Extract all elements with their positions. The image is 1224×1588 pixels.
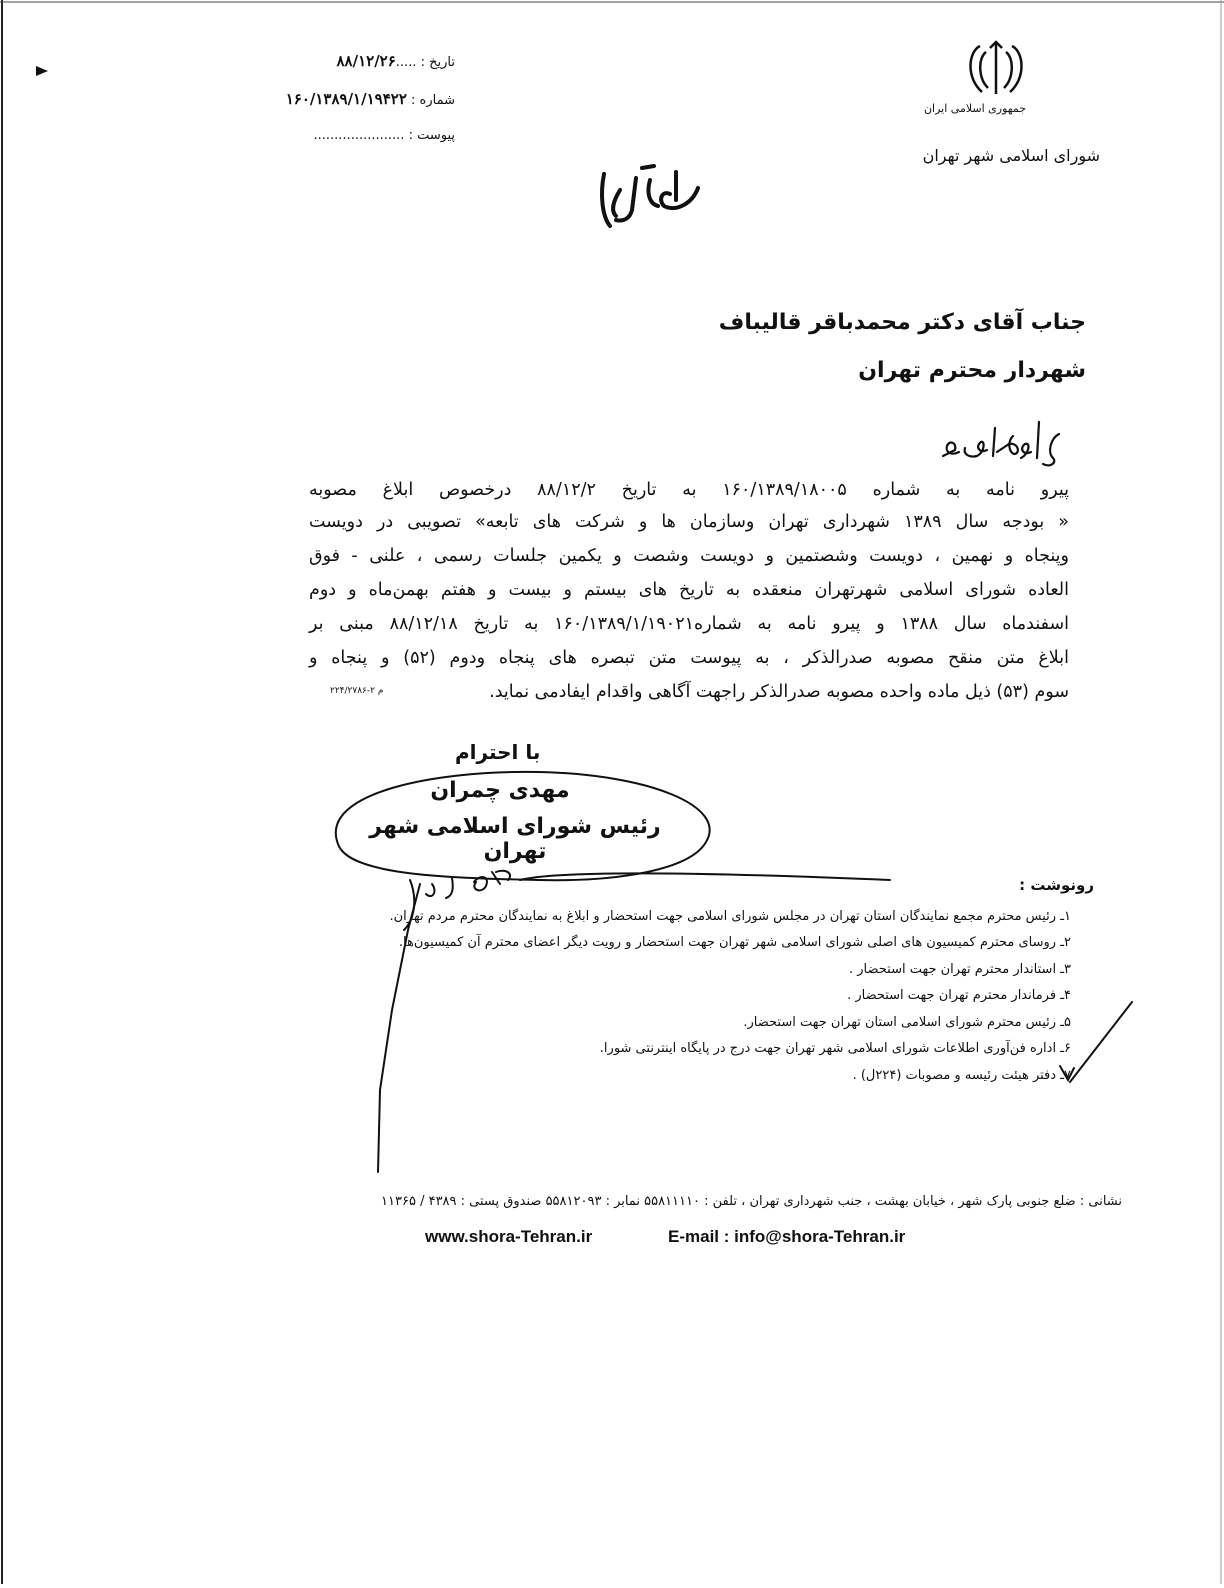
signatory-name: مهدی چمران: [430, 778, 570, 803]
website-link[interactable]: www.shora-Tehran.ir: [425, 1227, 593, 1246]
number-value: ۱۶۰/۱۳۸۹/۱/۱۹۴۲۲: [285, 90, 407, 108]
body-line-1: پیرو نامه به شماره ۱۶۰/۱۳۸۹/۱۸۰۰۵ به تاریخ ۸۸/۱۲/۲ درخصوص ابلاغ مصوبه: [309, 480, 1069, 500]
cc-item: ۵ـ رئیس محترم شورای اسلامی استان تهران جهت استحضار.: [743, 1015, 1071, 1030]
addressee-title: شهردار محترم تهران: [858, 358, 1086, 383]
cc-item: ۳ـ استاندار محترم تهران جهت استحضار .: [848, 962, 1071, 977]
reference-code: م ۲-۲۲۴/۲۷۸۶: [330, 686, 384, 696]
cc-item: ۱ـ رئیس محترم مجمع نمایندگان استان تهران در مجلس شورای اسلامی جهت استحضار و ابلاغ به نمایندگان محترم مردم تهران.: [389, 909, 1071, 924]
number-row: [230, 90, 455, 108]
body-line-2: « بودجه سال ۱۳۸۹ شهرداری تهران وسازمان ها و شرکت های تابعه» تصویبی در دویست: [309, 512, 1070, 532]
footer-address: نشانی : ضلع جنوبی پارک شهر ، خیابان بهشت ، جنب شهرداری تهران ، تلفن : ۵۵۸۱۱۱۱۰ نمابر : ۵۵۸۱۲۰۹۳ صندوق پستی : ۴۳۸۹ / ۱۱۳۶۵: [381, 1194, 1122, 1209]
iran-emblem-icon: [960, 38, 1032, 98]
body-line-6: ابلاغ متن منقح مصوبه صدرالذکر ، به پیوست متن تبصره های پنجاه ودوم (۵۲) و پنجاه و: [309, 648, 1069, 668]
republic-name: جمهوری اسلامی ایران: [923, 102, 1027, 115]
attachment-value: ......................: [313, 128, 405, 143]
date-label: تاریخ :: [420, 55, 455, 70]
cc-item: ۶ـ اداره فن‌آوری اطلاعات شورای اسلامی شهر تهران جهت درج در پایگاه اینترنتی شورا.: [599, 1041, 1071, 1056]
attachment-row: [230, 128, 455, 143]
body-line-3: وپنجاه و نهمین ، دویست وشصتمین و دویست وشصت و یکمین جلسات رسمی ، علنی - فوق: [309, 546, 1069, 566]
cc-item: ۲ـ روسای محترم کمیسیون های اصلی شورای اسلامی شهر تهران جهت استحضار و رویت دیگر اعضای محترم آن کمیسیون‌ها.: [398, 935, 1071, 950]
body-line-7: سوم (۵۳) ذیل ماده واحده مصوبه صدرالذکر راجهت آگاهی واقدام ایفادمی نماید.: [489, 682, 1069, 702]
closing-regards: با احترام: [455, 740, 541, 764]
email-link[interactable]: E-mail : info@shora-Tehran.ir: [668, 1227, 906, 1246]
cc-heading: رونوشت :: [1019, 876, 1094, 894]
addressee-name: جناب آقای دکتر محمدباقر قالیباف: [718, 310, 1086, 335]
cc-item: ۷ـ دفتر هیئت رئیسه و مصوبات (۲۲۴ل) .: [852, 1068, 1071, 1083]
cc-item: ۴ـ فرماندار محترم تهران جهت استحضار .: [847, 988, 1071, 1003]
greeting-handwriting: [935, 412, 1065, 472]
date-value: ۸۸/۱۲/۲۶: [336, 52, 396, 70]
signatory-title: رئیس شورای اسلامی شهر تهران: [369, 814, 661, 864]
body-line-5: اسفندماه سال ۱۳۸۸ و پیرو نامه به شماره۱۶۰/۱۳۸۹/۱/۱۹۰۲۱ به تاریخ ۸۸/۱۲/۱۸ مبنی بر: [309, 614, 1069, 634]
body-line-4: العاده شورای اسلامی شهرتهران منعقده به تاریخ های بیستم و بیست و هفتم بهمن‌ماه و دوم: [309, 580, 1069, 600]
invocation-calligraphy: [580, 160, 720, 240]
council-name: شورای اسلامی شهر تهران: [922, 146, 1100, 165]
attachment-label: پیوست :: [408, 128, 455, 143]
date-row: تاریخ : .....۸۸/۱۲/۲۶: [336, 52, 455, 70]
number-label: شماره :: [411, 93, 455, 108]
